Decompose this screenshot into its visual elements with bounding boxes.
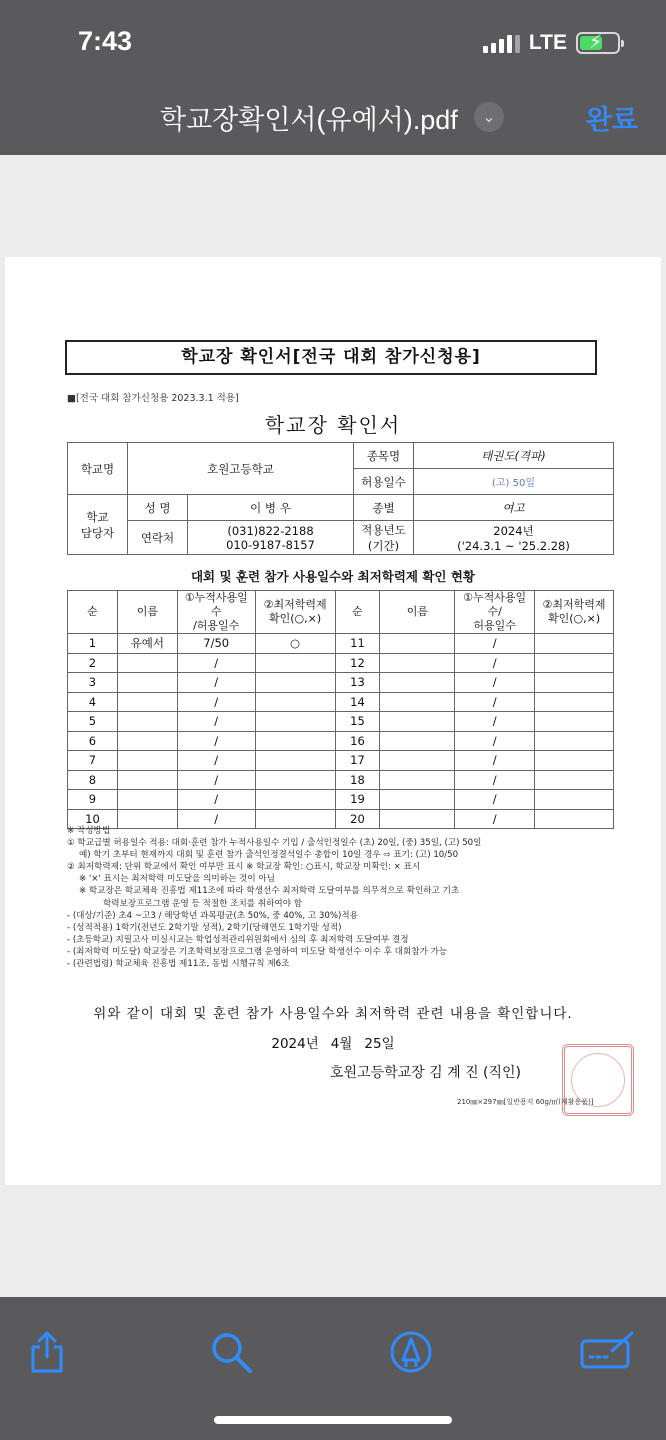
table-cell: / [455,673,535,693]
note-line: - (최저학력 미도달) 학교장은 기초학력보장프로그램 운영하여 미도달 학생선수 이수 후 대회참가 가능 [67,946,448,957]
table-cell: 2 [68,653,118,673]
table-cell [380,731,455,751]
table-row [68,770,614,790]
table-cell: 유예서 [117,634,177,654]
table-cell: 4 [68,692,118,712]
table-cell: 9 [68,790,118,810]
event-value: 태권도(격파) [414,443,614,469]
table-cell [117,692,177,712]
table-row [68,673,614,693]
table-cell: 7/50 [177,634,255,654]
certificate-document [5,257,661,1185]
table-cell: 16 [335,731,380,751]
table-cell [535,712,614,732]
table-cell [535,653,614,673]
table-row [68,712,614,732]
table-row [68,692,614,712]
document-title[interactable]: 학교장확인서(유예서).pdf [160,105,458,135]
table-cell [380,673,455,693]
document-box-title: 학교장 확인서[전국 대회 참가신청용] [65,340,597,375]
form-subnote: ■[전국 대회 참가신청용 2023.3.1 적용] [67,393,239,404]
note-line: - (대상/기준) 초4 ~고3 / 해당학년 과목평균(초 50%, 중 40%, 고 30%)적용 [67,910,358,921]
chevron-down-icon[interactable]: ⌄ [474,102,504,132]
table-cell [117,653,177,673]
note-line: 학력보장프로그램 운영 등 적절한 조치를 취하여야 함 [103,898,303,909]
table-cell: 17 [335,751,380,771]
status-time: 7:43 [78,26,133,56]
table-cell: 5 [68,712,118,732]
table-cell: 8 [68,770,118,790]
school-label: 학교명 [68,443,128,495]
table-cell: / [177,731,255,751]
table-cell: / [455,751,535,771]
school-name: 호원고등학교 [128,443,354,495]
table-cell [535,692,614,712]
home-indicator[interactable] [214,1416,452,1424]
table-cell: / [455,712,535,732]
done-button[interactable]: 완료 [585,105,638,135]
table-cell [380,634,455,654]
table-cell: 15 [335,712,380,732]
table-cell: / [177,673,255,693]
table-cell: / [455,790,535,810]
info-table [67,442,614,555]
table-cell: 12 [335,653,380,673]
note-line: ※ 학교장은 학교체육 진흥법 제11조에 따라 학생선수 최저학력 도달여부를 의무적으로 확인하고 기초 [79,886,460,897]
table-cell [255,692,335,712]
note-line: - (관련법령) 학교체육 진흥법 제11조, 동법 시행규칙 제6조 [67,959,290,970]
table-cell [535,770,614,790]
table-cell: 6 [68,731,118,751]
table-cell [255,731,335,751]
manager-label: 학교 담당자 [68,495,128,555]
table-cell: 10 [68,809,118,829]
table-cell [535,751,614,771]
signer-line: 호원고등학교장 김 계 진 (직인) [330,1065,522,1081]
event-label: 종목명 [354,443,414,469]
table-cell: ○ [255,634,335,654]
table-cell [117,790,177,810]
instructions [67,825,627,970]
table-cell: 18 [335,770,380,790]
table-cell [535,790,614,810]
confirmation-text: 위와 같이 대회 및 훈련 참가 사용일수와 최저학력 관련 내용을 확인합니다. [93,1006,573,1022]
table-cell: / [455,770,535,790]
table-cell [380,770,455,790]
issue-date: 2024년 4월 25일 [271,1036,395,1052]
table-header: 순 이름 ①누적사용일수 /허용일수 ②최저학력제 확인(○,×) 순 이름 ①누적사용일수/ 허용일수 ②최저학력제 확인(○,×) [68,591,614,634]
table-cell [117,731,177,751]
gender-label: 종별 [354,495,414,521]
table-cell [117,712,177,732]
usage-table [67,590,614,829]
note-line: - (성적적용) 1학기(전년도 2학기말 성적), 2학기(당해연도 1학기말 성적) [67,922,342,933]
table-cell: / [455,653,535,673]
top-bar [0,0,666,155]
table-cell: 3 [68,673,118,693]
table-cell: / [177,712,255,732]
table-cell: / [177,790,255,810]
status-heading: 대회 및 훈련 참가 사용일수와 최저학력제 확인 현황 [190,569,476,584]
status-indicators [483,31,620,55]
table-cell: / [177,751,255,771]
note-line: ① 학교급별 허용일수 적용: 대회·훈련 참가 누적사용일수 기입 / 출석인정일수 (초) 20일, (중) 35일, (고) 50일 [67,838,482,849]
table-row [68,790,614,810]
table-cell [255,673,335,693]
table-cell [117,770,177,790]
table-cell: 11 [335,634,380,654]
table-row [68,653,614,673]
table-cell [535,673,614,693]
battery-icon: ⚡ [576,32,620,54]
table-cell [117,673,177,693]
table-cell [255,712,335,732]
table-cell: / [177,692,255,712]
table-cell [380,751,455,771]
year-label: 적용년도 (기간) [354,521,414,555]
table-row [68,751,614,771]
note-line: ※ 작성방법 [67,826,111,836]
table-cell [255,770,335,790]
table-cell: / [455,634,535,654]
table-row [68,634,614,654]
table-cell: / [177,653,255,673]
pdf-page[interactable] [5,257,661,1185]
table-cell: 1 [68,634,118,654]
table-cell [535,634,614,654]
table-cell [380,790,455,810]
table-cell [380,653,455,673]
paper-spec: 210㎜×297㎜[일반용지 60g/㎡(재활용품)] [457,1098,594,1106]
table-cell [535,731,614,751]
table-cell [255,653,335,673]
contact-label: 연락처 [128,521,188,555]
table-cell: 13 [335,673,380,693]
table-cell: 20 [335,809,380,829]
table-cell: / [177,809,255,829]
table-cell [380,712,455,732]
note-line: - (초등학교) 지필고사 미실시교는 학업성적관리위원회에서 심의 후 최저학력 도달여부 결정 [67,934,409,945]
markup-pen-icon[interactable] [386,1327,436,1377]
note-line: ② 최저학력제: 단위 학교에서 확인 여부만 표시 ※ 학교장 확인: ○표시, 학교장 미확인: × 표시 [67,862,421,873]
contact-value: (031)822-2188 010-9187-8157 [188,521,354,555]
signature-icon[interactable] [578,1327,636,1377]
table-row [68,731,614,751]
name-label: 성 명 [128,495,188,521]
table-cell: / [455,731,535,751]
note-line: 예) 학기 초부터 현재까지 대회 및 훈련 참가 출석인정결석일수 총합이 10일 경우 ⇨ 표기: (고) 10/50 [79,850,459,861]
search-icon[interactable] [206,1327,256,1377]
table-cell: / [177,770,255,790]
table-cell: 19 [335,790,380,810]
table-cell [255,751,335,771]
share-icon[interactable] [22,1327,72,1377]
name-value: 이 병 우 [188,495,354,521]
allow-value: (고) 50일 [414,469,614,495]
network-type: LTE [528,31,567,54]
year-value: 2024년 ('24.3.1 ~ '25.2.28) [414,521,614,555]
table-cell: / [455,809,535,829]
table-cell: / [455,692,535,712]
signal-icon [483,33,520,53]
main-title: 학교장 확인서 [264,413,402,437]
table-cell: 7 [68,751,118,771]
table-cell [255,790,335,810]
table-cell [380,692,455,712]
allow-label: 허용일수 [354,469,414,495]
gender-value: 여고 [414,495,614,521]
note-line: ※ '×' 표시는 최저학력 미도달을 의미하는 것이 아님 [79,874,275,885]
table-cell [117,751,177,771]
table-cell: 14 [335,692,380,712]
